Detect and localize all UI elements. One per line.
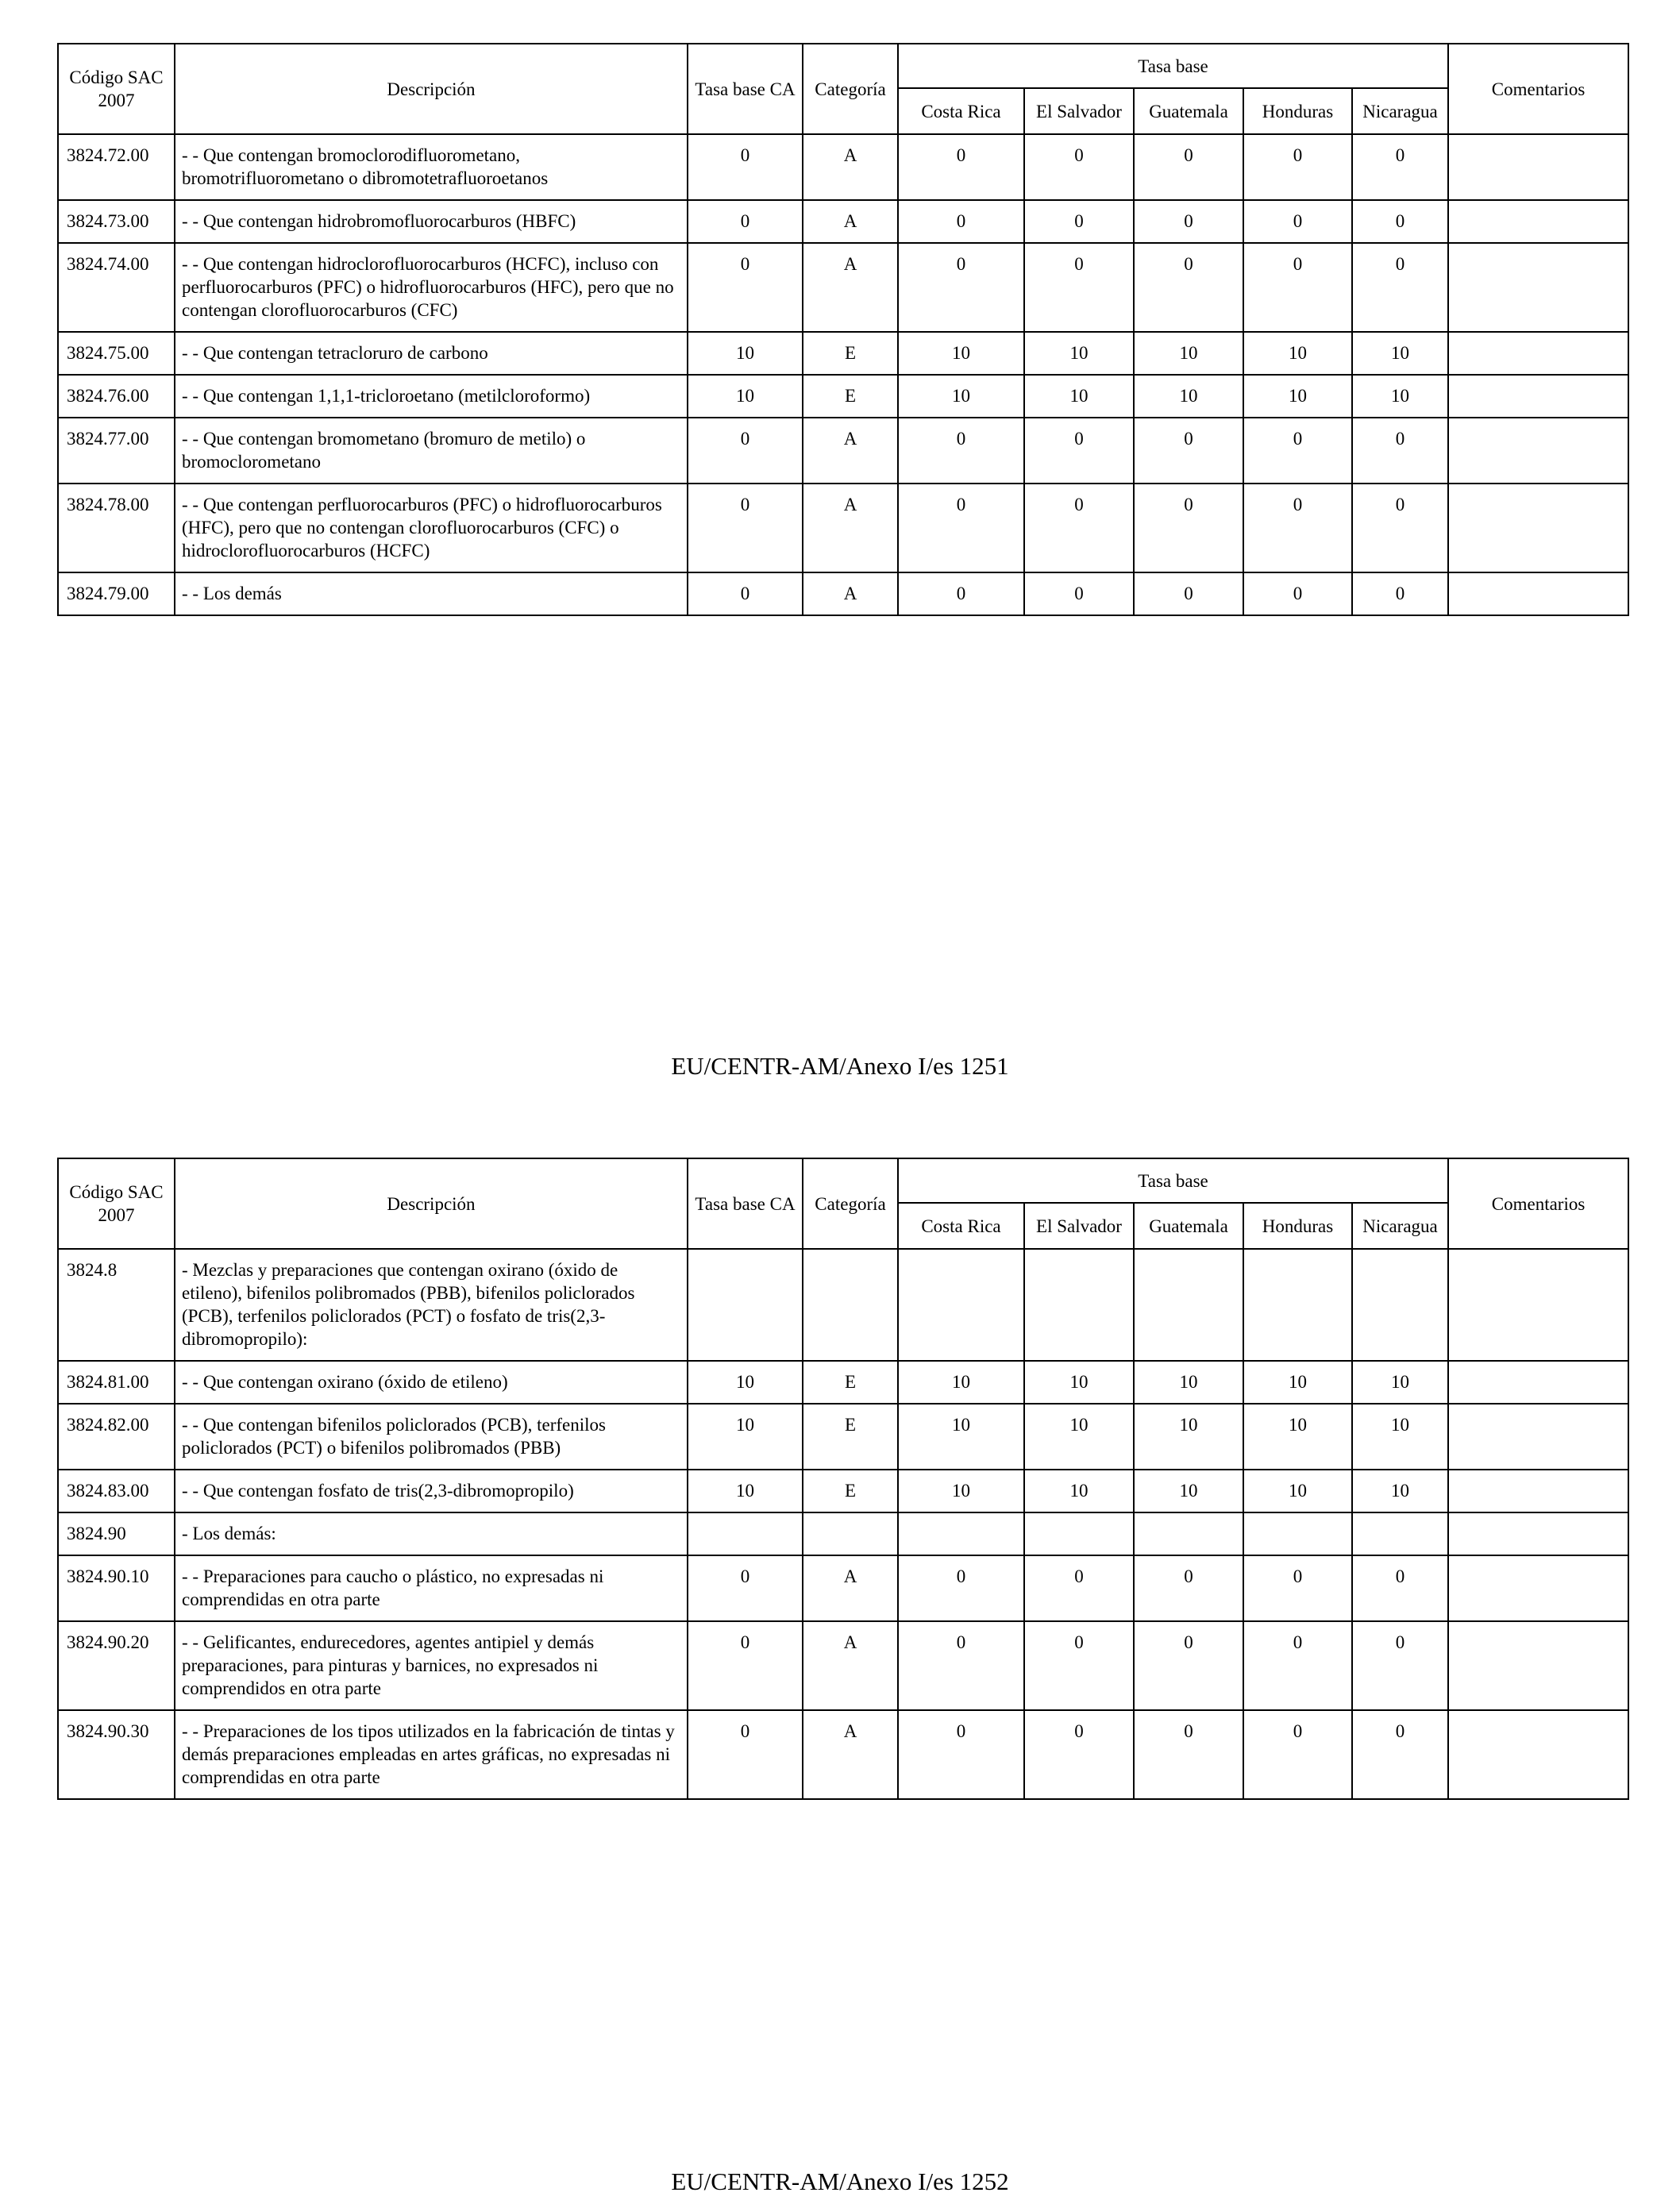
cell-guatemala: 0 <box>1134 134 1243 200</box>
cell-el-salvador: 0 <box>1024 1710 1134 1799</box>
cell-categoria: A <box>803 1555 898 1621</box>
cell-nicaragua: 10 <box>1352 332 1448 375</box>
table-row <box>58 484 1628 572</box>
cell-tasa-base-ca: 0 <box>688 1710 803 1799</box>
cell-el-salvador <box>1024 1249 1134 1361</box>
cell-tasa-base-ca <box>688 1512 803 1555</box>
cell-honduras <box>1243 1512 1352 1555</box>
header-country-nicaragua: Nicaragua <box>1352 88 1448 134</box>
cell-guatemala: 0 <box>1134 200 1243 243</box>
cell-comentarios <box>1448 1710 1628 1799</box>
cell-costa-rica: 0 <box>898 572 1024 615</box>
table-row <box>58 200 1628 243</box>
cell-categoria: A <box>803 243 898 332</box>
cell-nicaragua <box>1352 1512 1448 1555</box>
cell-guatemala: 10 <box>1134 1361 1243 1404</box>
cell-el-salvador: 10 <box>1024 1404 1134 1470</box>
page-footer: EU/CENTR-AM/Anexo I/es 1251 <box>671 1052 1009 1080</box>
cell-categoria: A <box>803 572 898 615</box>
header-comentarios: Comentarios <box>1448 44 1628 134</box>
cell-comentarios <box>1448 332 1628 375</box>
cell-nicaragua <box>1352 1249 1448 1361</box>
cell-tasa-base-ca: 0 <box>688 243 803 332</box>
cell-categoria: E <box>803 1470 898 1512</box>
cell-categoria <box>803 1512 898 1555</box>
cell-comentarios <box>1448 1512 1628 1555</box>
cell-honduras: 10 <box>1243 1470 1352 1512</box>
table-row <box>58 1470 1628 1512</box>
cell-honduras: 0 <box>1243 418 1352 484</box>
cell-honduras: 10 <box>1243 1404 1352 1470</box>
cell-comentarios <box>1448 375 1628 418</box>
cell-honduras <box>1243 1249 1352 1361</box>
cell-comentarios <box>1448 1555 1628 1621</box>
table-row <box>58 1249 1628 1361</box>
cell-costa-rica: 10 <box>898 1470 1024 1512</box>
cell-tasa-base-ca: 0 <box>688 418 803 484</box>
table-row <box>58 418 1628 484</box>
tariff-table <box>57 43 1629 616</box>
cell-el-salvador: 0 <box>1024 572 1134 615</box>
cell-tasa-base-ca: 0 <box>688 1621 803 1710</box>
cell-guatemala: 0 <box>1134 418 1243 484</box>
header-tasa-base-ca: Tasa base CA <box>688 44 803 134</box>
cell-tasa-base-ca: 10 <box>688 1470 803 1512</box>
cell-comentarios <box>1448 1361 1628 1404</box>
cell-costa-rica: 0 <box>898 243 1024 332</box>
header-categoria: Categoría <box>803 44 898 134</box>
header-country-costa-rica: Costa Rica <box>898 1203 1024 1249</box>
cell-honduras: 0 <box>1243 484 1352 572</box>
cell-el-salvador: 10 <box>1024 375 1134 418</box>
cell-guatemala: 0 <box>1134 484 1243 572</box>
cell-el-salvador: 10 <box>1024 1361 1134 1404</box>
cell-guatemala: 0 <box>1134 243 1243 332</box>
cell-tasa-base-ca: 0 <box>688 134 803 200</box>
cell-descripcion: - Mezclas y preparaciones que contengan oxirano (óxido de etileno), bifenilos polibromados (PBB), bifenilos policlorados (PCB), terfenilos policlorados (PCT) o fosfato de tris(2,3-dibromopropilo): <box>175 1249 688 1361</box>
cell-guatemala: 10 <box>1134 1404 1243 1470</box>
cell-descripcion: - - Gelificantes, endurecedores, agentes antipiel y demás preparaciones, para pinturas y barnices, no expresados ni comprendidos en otra parte <box>175 1621 688 1710</box>
table-row <box>58 243 1628 332</box>
cell-costa-rica: 0 <box>898 1555 1024 1621</box>
header-country-honduras: Honduras <box>1243 1203 1352 1249</box>
cell-nicaragua: 10 <box>1352 1470 1448 1512</box>
table-row <box>58 1555 1628 1621</box>
cell-categoria: A <box>803 1710 898 1799</box>
cell-tasa-base-ca: 0 <box>688 200 803 243</box>
cell-costa-rica: 0 <box>898 418 1024 484</box>
header-country-el-salvador: El Salvador <box>1024 1203 1134 1249</box>
cell-el-salvador: 0 <box>1024 1555 1134 1621</box>
table-body <box>58 1249 1628 1799</box>
cell-el-salvador: 0 <box>1024 200 1134 243</box>
header-country-honduras: Honduras <box>1243 88 1352 134</box>
cell-comentarios <box>1448 1249 1628 1361</box>
cell-descripcion: - - Que contengan tetracloruro de carbono <box>175 332 688 375</box>
cell-tasa-base-ca: 0 <box>688 1555 803 1621</box>
cell-codigo: 3824.76.00 <box>58 375 175 418</box>
cell-el-salvador: 0 <box>1024 418 1134 484</box>
cell-costa-rica: 0 <box>898 484 1024 572</box>
cell-honduras: 0 <box>1243 572 1352 615</box>
header-codigo: Código SAC 2007 <box>58 44 175 134</box>
cell-el-salvador: 0 <box>1024 134 1134 200</box>
cell-codigo: 3824.90.10 <box>58 1555 175 1621</box>
header-codigo: Código SAC 2007 <box>58 1158 175 1249</box>
cell-comentarios <box>1448 572 1628 615</box>
cell-costa-rica <box>898 1512 1024 1555</box>
cell-guatemala <box>1134 1249 1243 1361</box>
cell-costa-rica: 10 <box>898 375 1024 418</box>
cell-codigo: 3824.73.00 <box>58 200 175 243</box>
cell-codigo: 3824.83.00 <box>58 1470 175 1512</box>
cell-descripcion: - - Que contengan hidroclorofluorocarburos (HCFC), incluso con perfluorocarburos (PFC) o hidrofluorocarburos (HFC), pero que no contengan clorofluorocarburos (CFC) <box>175 243 688 332</box>
cell-codigo: 3824.90.20 <box>58 1621 175 1710</box>
cell-honduras: 0 <box>1243 1621 1352 1710</box>
cell-guatemala: 0 <box>1134 1555 1243 1621</box>
cell-honduras: 0 <box>1243 243 1352 332</box>
cell-descripcion: - - Que contengan bromoclorodifluorometano, bromotrifluorometano o dibromotetrafluoroetanos <box>175 134 688 200</box>
cell-tasa-base-ca: 0 <box>688 484 803 572</box>
cell-tasa-base-ca <box>688 1249 803 1361</box>
cell-descripcion: - - Que contengan oxirano (óxido de etileno) <box>175 1361 688 1404</box>
cell-honduras: 10 <box>1243 375 1352 418</box>
cell-categoria: A <box>803 418 898 484</box>
table-body <box>58 134 1628 615</box>
cell-tasa-base-ca: 10 <box>688 332 803 375</box>
cell-honduras: 10 <box>1243 332 1352 375</box>
cell-tasa-base-ca: 10 <box>688 1361 803 1404</box>
cell-costa-rica: 10 <box>898 1404 1024 1470</box>
cell-codigo: 3824.8 <box>58 1249 175 1361</box>
cell-guatemala: 10 <box>1134 332 1243 375</box>
cell-honduras: 0 <box>1243 1555 1352 1621</box>
table-row <box>58 1361 1628 1404</box>
header-country-nicaragua: Nicaragua <box>1352 1203 1448 1249</box>
cell-descripcion: - - Que contengan hidrobromofluorocarburos (HBFC) <box>175 200 688 243</box>
header-comentarios: Comentarios <box>1448 1158 1628 1249</box>
table-row <box>58 332 1628 375</box>
tariff-table <box>57 1158 1629 1800</box>
cell-categoria: E <box>803 1404 898 1470</box>
cell-descripcion: - - Preparaciones de los tipos utilizados en la fabricación de tintas y demás preparaciones empleadas en artes gráficas, no expresadas ni comprendidas en otra parte <box>175 1710 688 1799</box>
cell-nicaragua: 10 <box>1352 375 1448 418</box>
cell-categoria <box>803 1249 898 1361</box>
cell-categoria: A <box>803 484 898 572</box>
cell-nicaragua: 10 <box>1352 1404 1448 1470</box>
cell-codigo: 3824.77.00 <box>58 418 175 484</box>
cell-guatemala: 10 <box>1134 1470 1243 1512</box>
cell-nicaragua: 0 <box>1352 243 1448 332</box>
table-row <box>58 1512 1628 1555</box>
cell-nicaragua: 0 <box>1352 572 1448 615</box>
page-footer: EU/CENTR-AM/Anexo I/es 1252 <box>671 2167 1009 2195</box>
cell-categoria: A <box>803 1621 898 1710</box>
cell-el-salvador: 0 <box>1024 243 1134 332</box>
cell-codigo: 3824.82.00 <box>58 1404 175 1470</box>
tariff-page-1252 <box>57 1158 1628 1800</box>
cell-nicaragua: 0 <box>1352 1621 1448 1710</box>
cell-comentarios <box>1448 484 1628 572</box>
table-row <box>58 572 1628 615</box>
table-row <box>58 134 1628 200</box>
cell-codigo: 3824.90.30 <box>58 1710 175 1799</box>
header-categoria: Categoría <box>803 1158 898 1249</box>
cell-codigo: 3824.81.00 <box>58 1361 175 1404</box>
cell-guatemala <box>1134 1512 1243 1555</box>
cell-nicaragua: 0 <box>1352 484 1448 572</box>
cell-codigo: 3824.79.00 <box>58 572 175 615</box>
cell-el-salvador: 0 <box>1024 484 1134 572</box>
cell-descripcion: - - Que contengan bifenilos policlorados (PCB), terfenilos policlorados (PCT) o bifenilos polibromados (PBB) <box>175 1404 688 1470</box>
cell-costa-rica: 0 <box>898 1710 1024 1799</box>
cell-descripcion: - Los demás: <box>175 1512 688 1555</box>
table-row <box>58 1404 1628 1470</box>
cell-nicaragua: 0 <box>1352 134 1448 200</box>
cell-categoria: E <box>803 1361 898 1404</box>
header-tasa-base: Tasa base <box>898 44 1448 88</box>
cell-honduras: 0 <box>1243 200 1352 243</box>
cell-honduras: 0 <box>1243 134 1352 200</box>
cell-comentarios <box>1448 1470 1628 1512</box>
cell-tasa-base-ca: 10 <box>688 1404 803 1470</box>
tariff-page-1251 <box>57 43 1628 616</box>
cell-codigo: 3824.72.00 <box>58 134 175 200</box>
cell-descripcion: - - Que contengan bromometano (bromuro de metilo) o bromoclorometano <box>175 418 688 484</box>
cell-comentarios <box>1448 1621 1628 1710</box>
table-row <box>58 1710 1628 1799</box>
cell-nicaragua: 0 <box>1352 1555 1448 1621</box>
cell-codigo: 3824.74.00 <box>58 243 175 332</box>
cell-descripcion: - - Preparaciones para caucho o plástico, no expresadas ni comprendidas en otra parte <box>175 1555 688 1621</box>
cell-el-salvador: 10 <box>1024 1470 1134 1512</box>
table-row <box>58 1621 1628 1710</box>
cell-comentarios <box>1448 200 1628 243</box>
cell-costa-rica: 0 <box>898 1621 1024 1710</box>
header-country-guatemala: Guatemala <box>1134 88 1243 134</box>
cell-categoria: A <box>803 200 898 243</box>
cell-categoria: E <box>803 332 898 375</box>
header-country-guatemala: Guatemala <box>1134 1203 1243 1249</box>
cell-guatemala: 10 <box>1134 375 1243 418</box>
cell-comentarios <box>1448 134 1628 200</box>
cell-comentarios <box>1448 243 1628 332</box>
cell-nicaragua: 0 <box>1352 1710 1448 1799</box>
cell-honduras: 0 <box>1243 1710 1352 1799</box>
cell-codigo: 3824.75.00 <box>58 332 175 375</box>
cell-nicaragua: 0 <box>1352 418 1448 484</box>
cell-guatemala: 0 <box>1134 572 1243 615</box>
header-tasa-base: Tasa base <box>898 1158 1448 1203</box>
cell-descripcion: - - Que contengan perfluorocarburos (PFC) o hidrofluorocarburos (HFC), pero que no contengan clorofluorocarburos (CFC) o hidroclorofluorocarburos (HCFC) <box>175 484 688 572</box>
cell-descripcion: - - Que contengan 1,1,1-tricloroetano (metilcloroformo) <box>175 375 688 418</box>
cell-costa-rica: 10 <box>898 1361 1024 1404</box>
cell-descripcion: - - Que contengan fosfato de tris(2,3-dibromopropilo) <box>175 1470 688 1512</box>
header-country-el-salvador: El Salvador <box>1024 88 1134 134</box>
cell-nicaragua: 10 <box>1352 1361 1448 1404</box>
cell-honduras: 10 <box>1243 1361 1352 1404</box>
header-descripcion: Descripción <box>175 1158 688 1249</box>
cell-costa-rica: 0 <box>898 134 1024 200</box>
cell-el-salvador: 10 <box>1024 332 1134 375</box>
header-country-costa-rica: Costa Rica <box>898 88 1024 134</box>
cell-descripcion: - - Los demás <box>175 572 688 615</box>
cell-costa-rica <box>898 1249 1024 1361</box>
cell-codigo: 3824.90 <box>58 1512 175 1555</box>
cell-el-salvador: 0 <box>1024 1621 1134 1710</box>
cell-tasa-base-ca: 0 <box>688 572 803 615</box>
cell-tasa-base-ca: 10 <box>688 375 803 418</box>
cell-costa-rica: 0 <box>898 200 1024 243</box>
header-tasa-base-ca: Tasa base CA <box>688 1158 803 1249</box>
cell-costa-rica: 10 <box>898 332 1024 375</box>
cell-comentarios <box>1448 418 1628 484</box>
cell-guatemala: 0 <box>1134 1621 1243 1710</box>
cell-categoria: A <box>803 134 898 200</box>
cell-categoria: E <box>803 375 898 418</box>
cell-codigo: 3824.78.00 <box>58 484 175 572</box>
header-descripcion: Descripción <box>175 44 688 134</box>
table-row <box>58 375 1628 418</box>
cell-el-salvador <box>1024 1512 1134 1555</box>
cell-comentarios <box>1448 1404 1628 1470</box>
cell-guatemala: 0 <box>1134 1710 1243 1799</box>
cell-nicaragua: 0 <box>1352 200 1448 243</box>
